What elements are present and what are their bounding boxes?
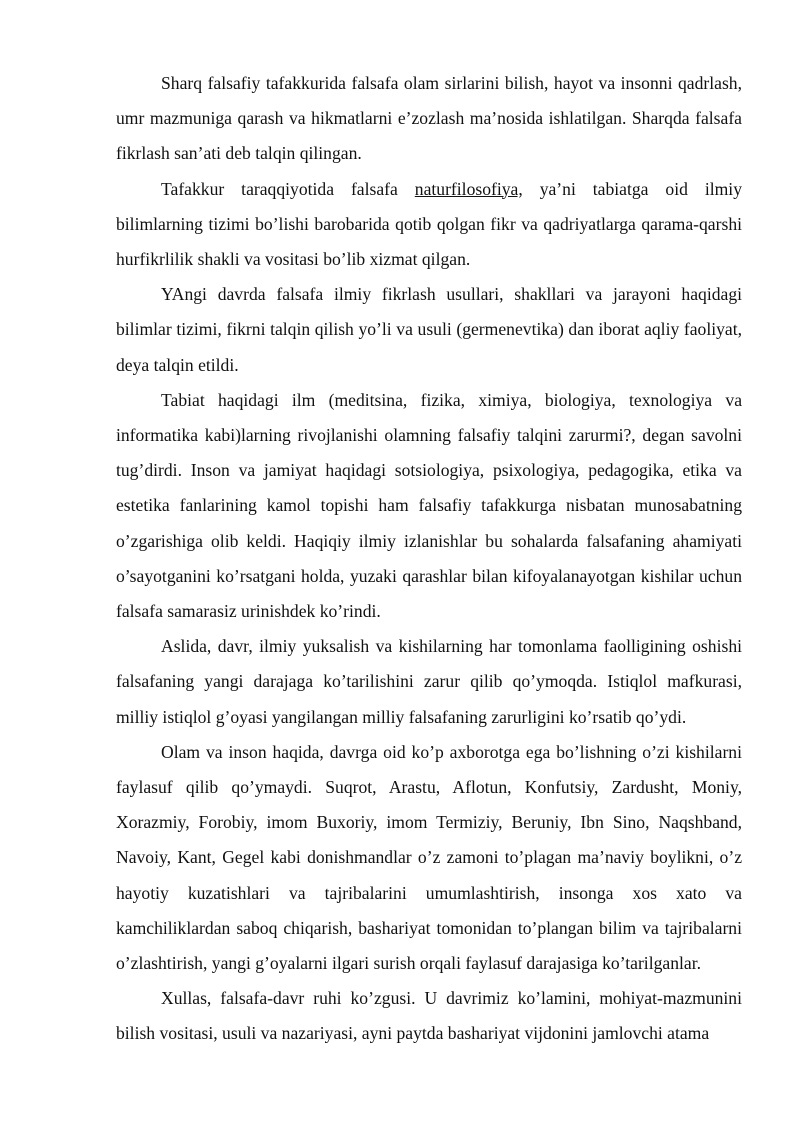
paragraph-5: Aslida, davr, ilmiy yuksalish va kishilarning har tomonlama faolligining oshishi falsafaning yangi darajaga ko’tarilishini zarur qilib qo’ymoqda. Istiqlol mafkurasi, milliy istiqlol g’oyasi yangilangan milliy falsafaning zarurligini ko’rsatib qo’ydi. — [116, 636, 742, 727]
paragraph-2 — [116, 172, 742, 278]
paragraph-1: Sharq falsafiy tafakkurida falsafa olam sirlarini bilish, hayot va insonni qadrlash, umr mazmuniga qarash va hikmatlarni e’zozlash ma’nosida ishlatilgan. Sharqda falsafa fikrlash san’ati deb talqin qilingan. — [116, 73, 742, 164]
paragraph-6: Olam va inson haqida, davrga oid ko’p axborotga ega bo’lishning o’zi kishilarni faylasuf qilib qo’ymaydi. Suqrot, Arastu, Aflotun, Konfutsiy, Zardusht, Moniy, Xorazmiy, Forobiy, imom Buxoriy, imom Termiziy, Beruniy, Ibn Sino, Naqshband, Navoiy, Kant, Gegel kabi donishmandlar o’z zamoni to’plagan ma’naviy boylikni, o’z hayotiy kuzatishlari va tajribalarini umumlashtirish, insonga xos xato va kamchiliklardan saboq chiqarish, bashariyat tomonidan to’plangan bilim va tajribalarni o’zlashtirish, yangi g’oyalarni ilgari surish orqali faylasuf darajasiga ko’tarilganlar. — [116, 741, 742, 974]
paragraph-3: YAngi davrda falsafa ilmiy fikrlash usullari, shakllari va jarayoni haqidagi bilimlar tizimi, fikrni talqin qilish yo’li va usuli (germenevtika) dan iborat aqliy faoliyat, deya talqin etildi. — [116, 284, 742, 375]
document-page — [116, 66, 742, 1052]
paragraph-2-text-before: Tafakkur taraqqiyotida falsafa — [161, 178, 415, 199]
paragraph-2-text-after: ya’ni tabiatga oid ilmiy bilimlarning tizimi bo’lishi barobarida qotib qolgan fikr va qadriyatlarga qarama-qarshi hurfikrlilik shakli va vositasi bo’lib xizmat qilgan. — [116, 178, 742, 270]
paragraph-4: Tabiat haqidagi ilm (meditsina, fizika, ximiya, biologiya, texnologiya va informatika kabi)larning rivojlanishi olamning falsafiy talqini zarurmi?, degan savolni tug’dirdi. Inson va jamiyat haqidagi sotsiologiya, psixologiya, pedagogika, etika va estetika fanlarining kamol topishi ham falsafiy tafakkurga nisbatan munosabatning o’zgarishiga olib keldi. Haqiqiy ilmiy izlanishlar bu sohalarda falsafaning ahamiyati o’sayotganini ko’rsatgani holda, yuzaki qarashlar bilan kifoyalanayotgan kishilar uchun falsafa samarasiz urinishdek ko’rindi. — [116, 389, 742, 622]
paragraph-7: Xullas, falsafa-davr ruhi ko’zgusi. U davrimiz ko’lamini, mohiyat-mazmunini bilish vositasi, usuli va nazariyasi, ayni paytda bashariyat vijdonini jamlovchi atama — [116, 988, 742, 1044]
naturfilosofiya-link[interactable]: naturfilosofiya, — [414, 178, 523, 199]
